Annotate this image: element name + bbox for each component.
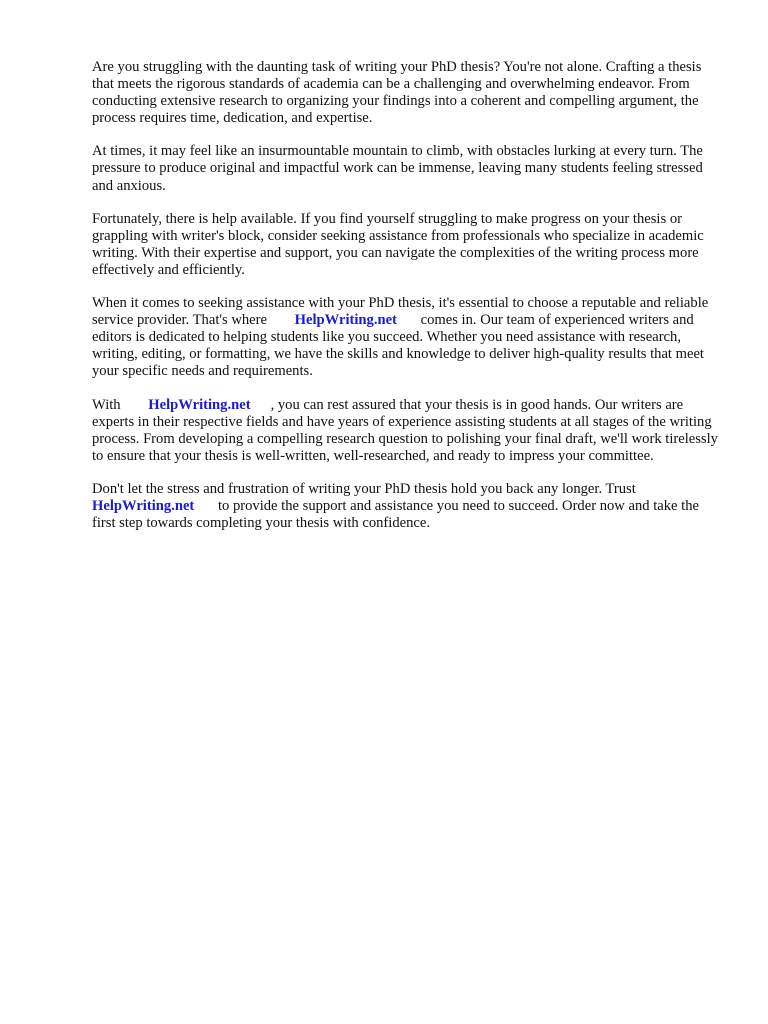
paragraph-good-hands-after: , you can rest assured that your thesis is in good hands. Our writers are experts in their respective fields and have years of experience assisting students at all stages of the writing process. From developing a compelling research question to polishing your final draft, we'll work tirelessly to ensure that your thesis is well-written, well-researched, and ready to impress your committee. — [92, 396, 718, 464]
paragraph-call-to-action-after: to provide the support and assistance you need to succeed. Order now and take the first step towards completing your thesis with confidence. — [92, 497, 699, 532]
paragraph-service-provider — [92, 295, 724, 380]
paragraph-intro — [92, 59, 724, 127]
paragraph-call-to-action-before: Don't let the stress and frustration of writing your PhD thesis hold you back any longer. Trust — [92, 480, 636, 497]
paragraph-call-to-action — [92, 481, 724, 532]
paragraph-pressure — [92, 143, 724, 194]
paragraph-service-provider-before: When it comes to seeking assistance with your PhD thesis, it's essential to choose a reputable and reliable service provider. That's where — [92, 295, 709, 329]
paragraph-help-available-text: Fortunately, there is help available. If you find yourself struggling to make progress on your thesis or grappling with writer's block, consider seeking assistance from professionals who specialize in academic writing. With their expertise and support, you can navigate the complexities of the writing process more effectively and efficiently. — [92, 210, 704, 278]
paragraph-service-provider-after: comes in. Our team of experienced writers and editors is dedicated to helping students like you succeed. Whether you need assistance with research, writing, editing, or formatting, we have the skills and knowledge to deliver high-quality results that meet your specific needs and requirements. — [92, 312, 704, 380]
paragraph-pressure-text: At times, it may feel like an insurmountable mountain to climb, with obstacles lurking at every turn. The pressure to produce original and impactful work can be immense, leaving many students feeling stressed and anxious. — [92, 143, 703, 194]
paragraph-good-hands-before: With — [92, 396, 121, 413]
helpwriting-link-3[interactable]: HelpWriting.net — [92, 497, 195, 514]
paragraph-good-hands — [92, 397, 724, 465]
paragraph-help-available — [92, 211, 724, 279]
paragraph-intro-text: Are you struggling with the daunting task of writing your PhD thesis? You're not alone. Crafting a thesis that meets the rigorous standards of academia can be a challenging and overwhelming endeavor. From conducting extensive research to organizing your findings into a coherent and compelling argument, the process requires time, dedication, and expertise. — [92, 59, 702, 127]
helpwriting-link-1[interactable]: HelpWriting.net — [294, 312, 397, 329]
document-body — [92, 59, 724, 548]
helpwriting-link-2[interactable]: HelpWriting.net — [148, 396, 251, 413]
